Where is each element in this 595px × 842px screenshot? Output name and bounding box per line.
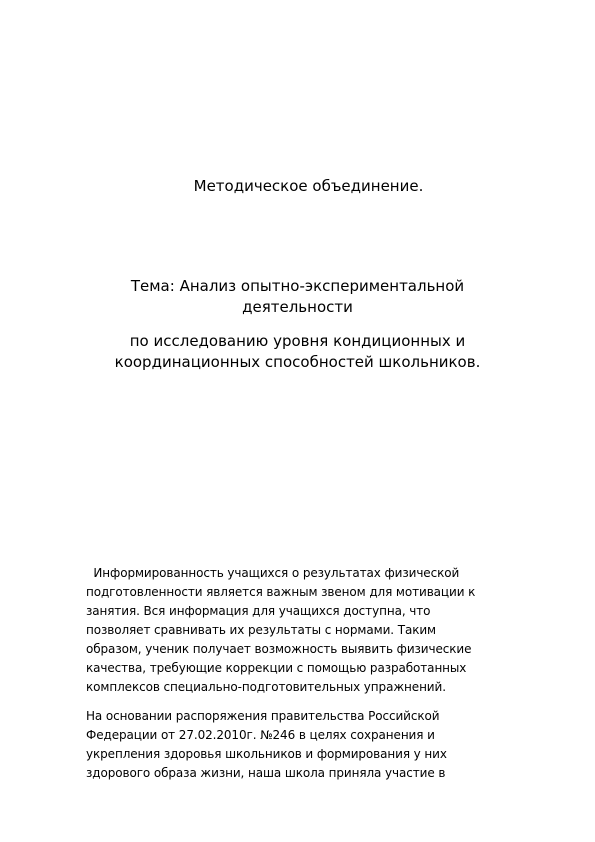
paragraph-line: Федерации от 27.02.2010г. №246 в целях сохранения и	[86, 728, 435, 742]
paragraph-line: подготовленности является важным звеном для мотивации к	[86, 585, 476, 599]
paragraph-line: занятия. Вся информация для учащихся доступна, что	[86, 604, 431, 618]
paragraph-decree	[86, 707, 546, 783]
paragraph-intro	[86, 564, 546, 697]
topic-line: по исследованию уровня кондиционных и	[129, 332, 466, 350]
topic-line: Тема: Анализ опытно-экспериментальной	[130, 277, 465, 295]
paragraph-line: На основании распоряжения правительства Российской	[86, 709, 440, 723]
paragraph-line: укрепления здоровья школьников и формирования у них	[86, 747, 447, 761]
paragraph-line: образом, ученик получает возможность выявить физические	[86, 642, 472, 656]
topic-line: деятельности	[242, 298, 353, 316]
topic-line: координационных способностей школьников.	[114, 353, 481, 371]
paragraph-line: качества, требующие коррекции с помощью разработанных	[86, 661, 467, 675]
paragraph-line: комплексов специально-подготовительных упражнений.	[86, 680, 446, 694]
paragraph-line: Информированность учащихся о результатах физической	[86, 566, 460, 580]
paragraph-line: здорового образа жизни, наша школа приняла участие в	[86, 766, 446, 780]
topic-gap	[0, 318, 595, 331]
document-title: Методическое объединение.	[193, 177, 424, 195]
topic-heading	[0, 276, 595, 373]
paragraph-line: позволяет сравнивать их результаты с нормами. Таким	[86, 623, 436, 637]
